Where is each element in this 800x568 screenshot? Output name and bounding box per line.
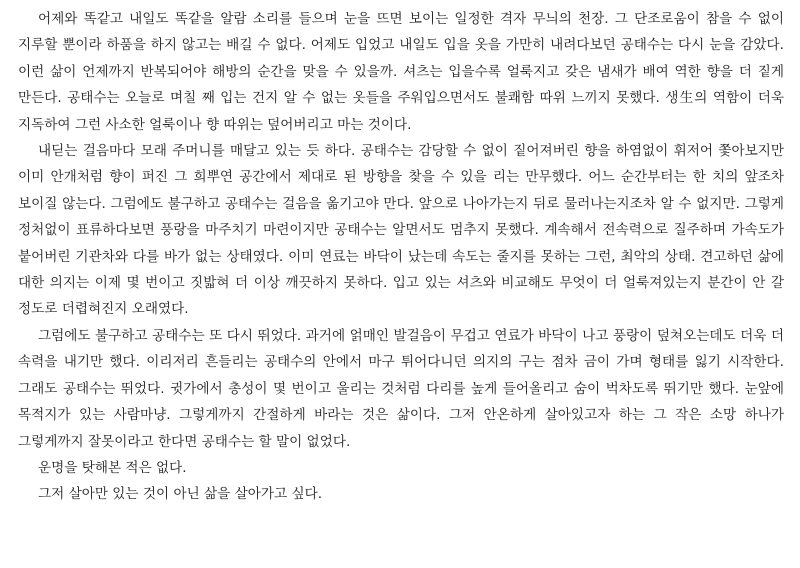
paragraph-5: 그저 살아만 있는 것이 아닌 삶을 살아가고 싶다. <box>38 486 323 503</box>
paragraph-1: 어제와 똑같고 내일도 똑같을 알람 소리를 들으며 눈을 뜨면 보이는 일정한 격자 무늬의 천장. 그 단조로움이 참을 수 없이 지루할 뿐이라 하품을 하지 않고는 배길 수 없다. 어제도 입었고 내일도 입을 옷을 가만히 내려다보던 공태수는 다시 눈을 감았다. 이런 삶이 언제까지 반복되어야 해방의 순간을 맞을 수 있을까. 셔츠는 입을수록 얼룩지고 갖은 냄새가 배여 역한 향을 더 짙게 만든다. 공태수는 오늘로 며칠 째 입는 건지 알 수 없는 옷들을 주워입으면서도 불쾌함 따위 느끼지 못했다. 생生의 역함이 더욱 지독하여 그런 사소한 얼룩이나 향 따위는 덮어버리고 마는 것이다. <box>18 11 784 133</box>
paragraph-2: 내딛는 걸음마다 모래 주머니를 매달고 있는 듯 하다. 공태수는 감당할 수 없이 짙어져버린 향을 하염없이 휘저어 쫓아보지만 이미 안개처럼 향이 퍼진 그 희뿌연 공간에서 제대로 된 방향을 찾을 수 있을 리는 만무했다. 어느 순간부터는 한 치의 앞조차 보이질 않는다. 그럼에도 불구하고 공태수는 걸음을 옮기고야 만다. 앞으로 나아가는지 뒤로 물러나는지조차 알 수 없지만. 그렇게 정처없이 표류하다보면 풍랑을 마주치기 마련이지만 공태수는 알면서도 멈추지 못했다. 계속해서 전속력으로 질주하며 가속도가 붙어버린 기관차와 다를 바가 없는 상태였다. 이미 연료는 바닥이 났는데 속도는 줄지를 못하는 그런, 최악의 상태. 견고하던 삶에 대한 의지는 이제 몇 번이고 짓밟혀 더 이상 깨끗하지 못하다. 입고 있는 셔츠와 비교해도 무엇이 더 얼룩져있는지 분간이 안 갈 정도로 더렵혀진지 오래였다. <box>18 143 784 318</box>
paragraph-4: 운명을 탓해본 적은 없다. <box>38 459 187 476</box>
paragraph-3: 그럼에도 불구하고 공태수는 또 다시 뛰었다. 과거에 얽매인 발걸음이 무겁고 연료가 바닥이 나고 풍랑이 덮쳐오는데도 더욱 더 속력을 내기만 했다. 이리저리 흔들리는 공태수의 안에서 마구 튀어다니던 의지의 구는 점차 금이 가며 형태를 잃기 시작한다. 그래도 공태수는 뛰었다. 귓가에서 총성이 몇 번이고 울리는 것처럼 다리를 높게 들어올리고 숨이 벅차도록 뛰기만 했다. 눈앞에 목적지가 있는 사람마냥. 그렇게까지 간절하게 바라는 것은 삶이다. 그저 안온하게 살아있고자 하는 그 작은 소망 하나가 그렇게까지 잘못이라고 한다면 공태수는 할 말이 없었다. <box>18 327 784 450</box>
